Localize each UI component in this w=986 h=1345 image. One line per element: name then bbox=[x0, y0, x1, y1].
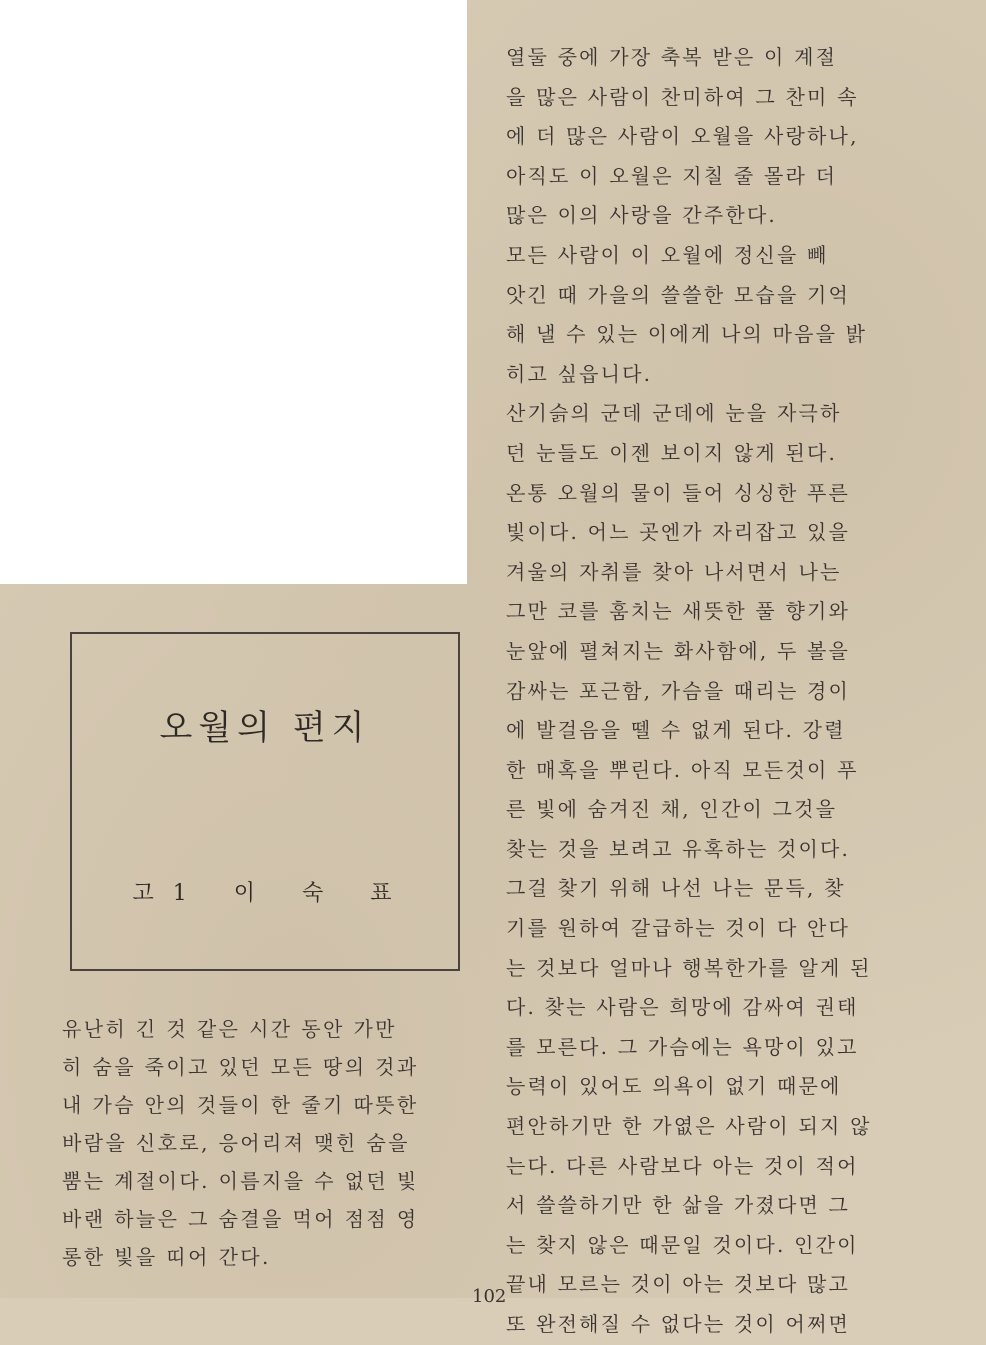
text-line: 뿜는 계절이다. 이름지을 수 없던 빛 bbox=[62, 1169, 419, 1193]
author-name-char: 표 bbox=[370, 881, 398, 906]
text-line: 열둘 중에 가장 축복 받은 이 계절 bbox=[506, 45, 838, 69]
text-line: 아직도 이 오월은 지칠 줄 몰라 더 bbox=[506, 163, 838, 188]
text-line: 히고 싶읍니다. bbox=[506, 361, 653, 386]
text-line: 는 것보다 얼마나 행복한가를 알게 된 bbox=[506, 955, 872, 980]
text-line: 다. 찾는 사람은 희망에 감싸여 권태 bbox=[506, 995, 859, 1020]
text-line: 찾는 것을 보려고 유혹하는 것이다. bbox=[506, 836, 851, 861]
right-text-column bbox=[506, 38, 914, 1345]
text-line: 한 매혹을 뿌린다. 아직 모든것이 푸 bbox=[506, 757, 859, 782]
text-line: 히 숨을 죽이고 있던 모든 땅의 것과 bbox=[62, 1055, 419, 1079]
text-line: 기를 원하여 갈급하는 것이 다 안다 bbox=[506, 916, 851, 941]
text-line: 산기슭의 군데 군데에 눈을 자극하 bbox=[506, 401, 842, 426]
page-number: 102 bbox=[472, 1286, 507, 1307]
author-name-char: 이 bbox=[233, 881, 261, 906]
text-line: 능력이 있어도 의욕이 없기 때문에 bbox=[506, 1074, 842, 1099]
text-line: 또 완전해질 수 없다는 것이 어쩌면 bbox=[506, 1312, 851, 1336]
author-line bbox=[72, 876, 458, 907]
text-line: 에 더 많은 사람이 오월을 사랑하나, bbox=[506, 124, 859, 149]
text-line: 앗긴 때 가을의 쓸쓸한 모습을 기억 bbox=[506, 282, 851, 307]
text-line: 롱한 빛을 띠어 간다. bbox=[62, 1245, 271, 1269]
text-line: 내 가슴 안의 것들이 한 줄기 따뜻한 bbox=[62, 1093, 419, 1117]
article-title: 오월의 편지 bbox=[159, 708, 371, 748]
text-line: 감싸는 포근함, 가슴을 때리는 경이 bbox=[506, 678, 851, 703]
text-line: 모든 사람이 이 오월에 정신을 빼 bbox=[506, 242, 829, 267]
text-line: 온통 오월의 물이 들어 싱싱한 푸른 bbox=[506, 480, 851, 505]
text-line: 눈앞에 펼쳐지는 화사함에, 두 볼을 bbox=[506, 638, 851, 663]
text-line: 해 낼 수 있는 이에게 나의 마음을 밝 bbox=[506, 322, 868, 347]
blank-cropped-area bbox=[0, 0, 467, 584]
left-text-column bbox=[62, 1010, 472, 1276]
text-line: 른 빛에 숨겨진 채, 인간이 그것을 bbox=[506, 797, 838, 822]
text-line: 유난히 긴 것 같은 시간 동안 가만 bbox=[62, 1017, 397, 1041]
text-line: 끝내 모르는 것이 아는 것보다 많고 bbox=[506, 1272, 851, 1297]
text-line: 겨울의 자취를 찾아 나서면서 나는 bbox=[506, 559, 842, 584]
text-line: 서 쓸쓸하기만 한 삶을 가졌다면 그 bbox=[506, 1193, 851, 1218]
text-line: 는 찾지 않은 때문일 것이다. 인간이 bbox=[506, 1232, 859, 1257]
text-line: 그걸 찾기 위해 나선 나는 문득, 찾 bbox=[506, 876, 846, 901]
text-line: 그만 코를 훔치는 새뜻한 풀 향기와 bbox=[506, 599, 851, 624]
text-line: 많은 이의 사랑을 간주한다. bbox=[506, 203, 777, 228]
text-line: 는다. 다른 사람보다 아는 것이 적어 bbox=[506, 1153, 859, 1178]
author-grade: 고 1 bbox=[132, 881, 193, 906]
text-line: 에 발걸음을 뗄 수 없게 된다. 강렬 bbox=[506, 718, 846, 743]
text-line: 던 눈들도 이젠 보이지 않게 된다. bbox=[506, 440, 838, 465]
text-line: 빛이다. 어느 곳엔가 자리잡고 있을 bbox=[506, 520, 851, 545]
text-line: 를 모른다. 그 가슴에는 욕망이 있고 bbox=[506, 1034, 859, 1059]
text-line: 바람을 신호로, 응어리져 맺힌 숨을 bbox=[62, 1131, 410, 1155]
author-name-char: 숙 bbox=[301, 881, 330, 906]
title-box bbox=[70, 632, 460, 971]
text-line: 바랜 하늘은 그 숨결을 먹어 점점 영 bbox=[62, 1207, 419, 1231]
text-line: 을 많은 사람이 찬미하여 그 찬미 속 bbox=[506, 84, 859, 109]
text-line: 편안하기만 한 가엾은 사람이 되지 않 bbox=[506, 1114, 872, 1139]
